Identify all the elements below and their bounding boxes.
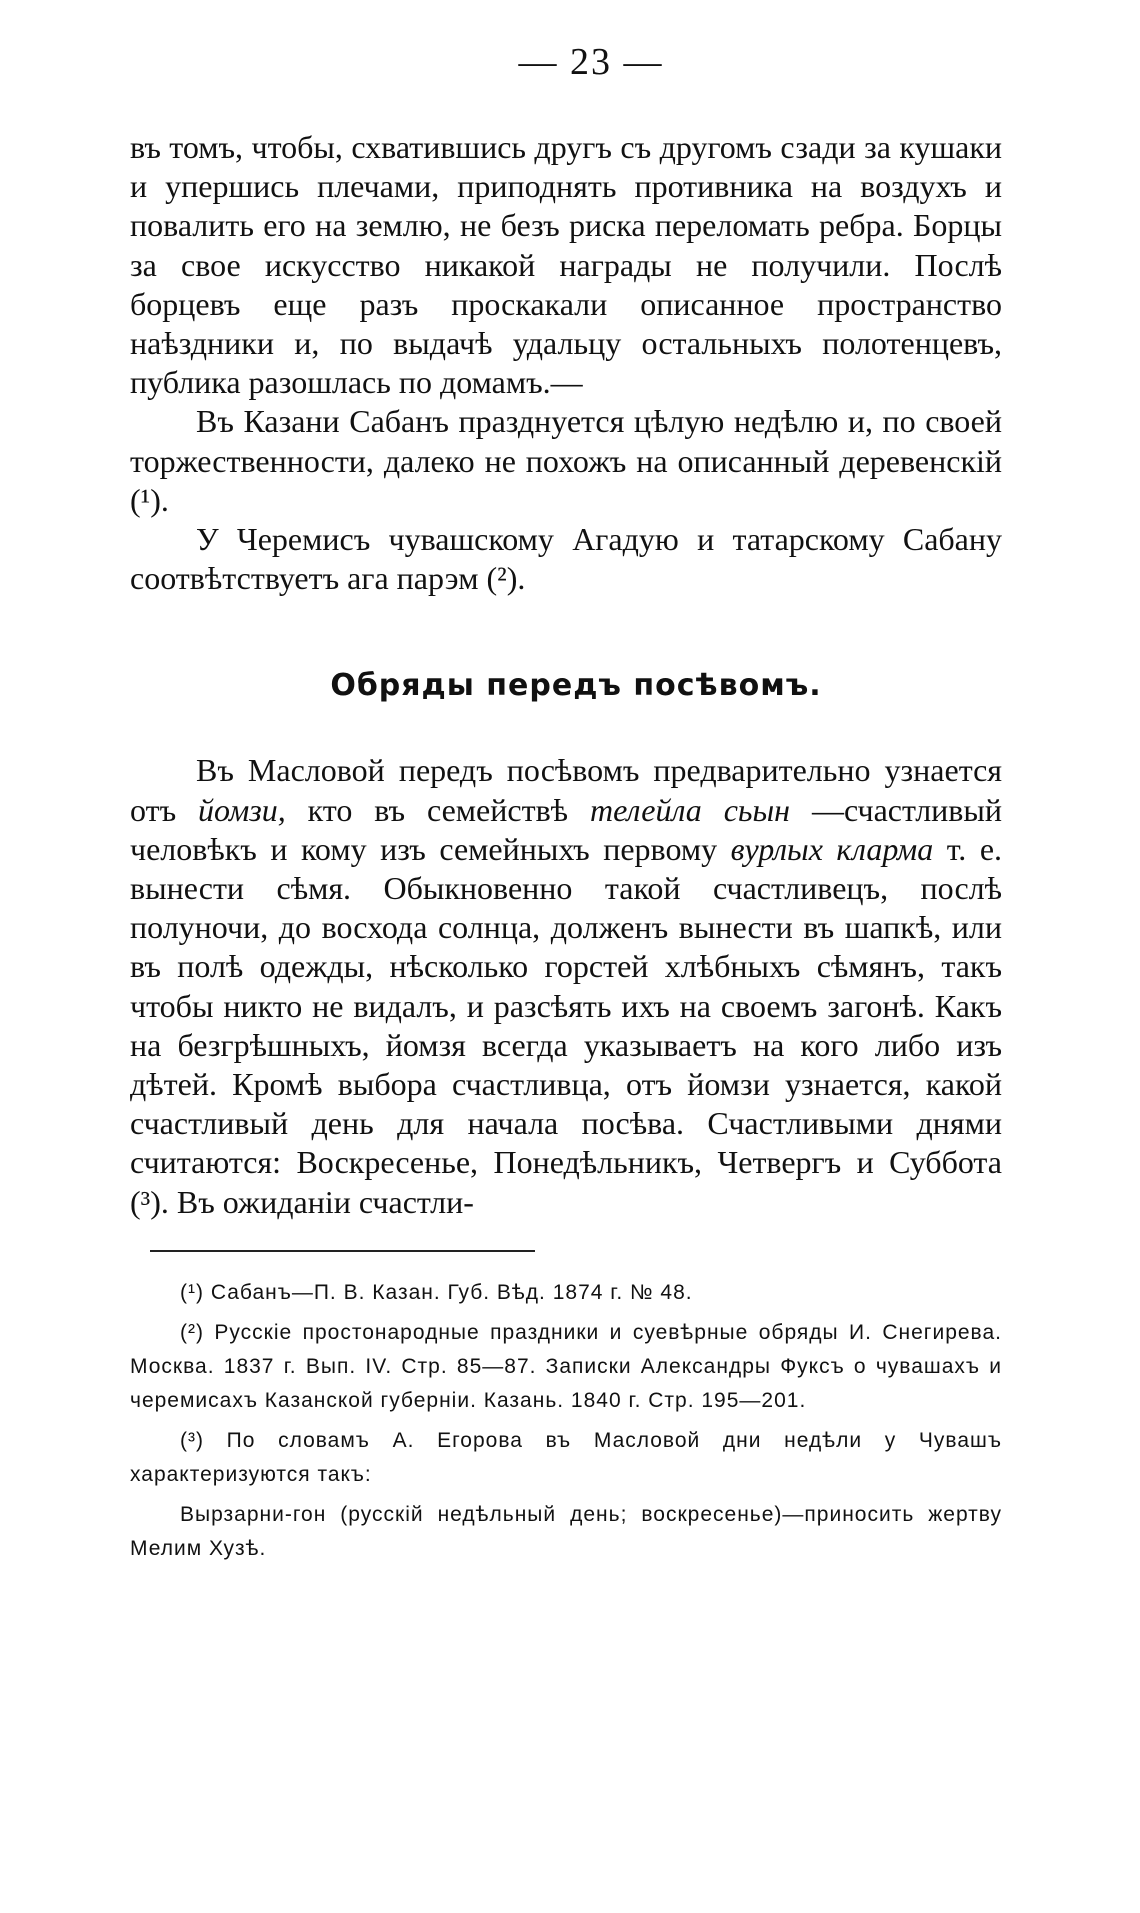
paragraph-4-text-1: Въ Масловой передъ посѣвомъ предварительно узнается отъ [130, 752, 1002, 828]
book-page [130, 40, 1002, 1566]
section-heading: Обряды передъ посѣвомъ. [330, 668, 822, 704]
paragraph-2: Въ Казани Сабанъ празднуется цѣлую недѣлю и, по своей торжественности, далеко не похожъ на описанный деревенскій (¹). [130, 403, 1002, 518]
paragraph-3: У Черемисъ чувашскому Агадую и татарскому Сабану соотвѣтствуетъ ага парэм (²). [130, 521, 1002, 597]
paragraph-4 [130, 751, 1002, 1221]
paragraph-4-text-3: —счастливый человѣкъ и кому изъ семейныхъ первому [130, 791, 1003, 867]
footnote-divider [150, 1250, 535, 1252]
footnote-3-continued: Вырзарни-гон (русскій недѣльный день; воскресенье)—приносить жертву Мелим Хузѣ. [130, 1502, 1002, 1560]
footnote-3: (³) По словамъ А. Егорова въ Масловой дни недѣли у Чувашъ характеризуются такъ: [130, 1428, 1002, 1486]
paragraph-1: въ томъ, чтобы, схватившись другъ съ другомъ сзади за кушаки и упершись плечами, приподнять противника на воздухъ и повалить его на землю, не безъ риска переломать ребра. Борцы за свое искусство никакой награды не получили. Послѣ борцевъ еще разъ проскакали описанное пространство наѣздники и, по выдачѣ удальцу остальныхъ полотенцевъ, публика разошлась по домамъ.— [130, 129, 1002, 401]
term-vurlykh-klarma: вурлых кларма [730, 830, 934, 867]
term-teleila-syn: телейла сьын [589, 791, 791, 828]
footnote-2: (²) Русскіе простонародные праздники и суевѣрные обряды И. Снегирева. Москва. 1837 г. Вып. IV. Стр. 85—87. Записки Александры Фуксъ о чувашахъ и черемисахъ Казанской губерніи. Казань. 1840 г. Стр. 195—201. [130, 1320, 1002, 1412]
footnote-1: (¹) Сабанъ—П. В. Казан. Губ. Вѣд. 1874 г. № 48. [180, 1280, 693, 1304]
paragraph-4-text-2: кто въ семействѣ [285, 791, 590, 828]
footnotes [130, 1276, 1002, 1566]
main-text [130, 128, 1002, 1222]
page-number: — 23 — [518, 41, 664, 83]
term-yomzi: йомзи, [198, 791, 286, 828]
paragraph-4-text-4: т. е. вынести сѣмя. Обыкновенно такой счастливецъ, послѣ полуночи, до восхода солнца, долженъ вынести въ шапкѣ, или въ полѣ одежды, нѣсколько горстей хлѣбныхъ сѣмянъ, такъ чтобы никто не видалъ, и разсѣять ихъ на своемъ загонѣ. Какъ на безгрѣшныхъ, йомзя всегда указываетъ на кого либо изъ дѣтей. Кромѣ выбора счастливца, отъ йомзи узнается, какой счастливый день для начала посѣва. Счастливыми днями считаются: Воскресенье, Понедѣльникъ, Четвергъ и Суббота (³). Въ ожиданіи счастли- [130, 830, 1003, 1220]
